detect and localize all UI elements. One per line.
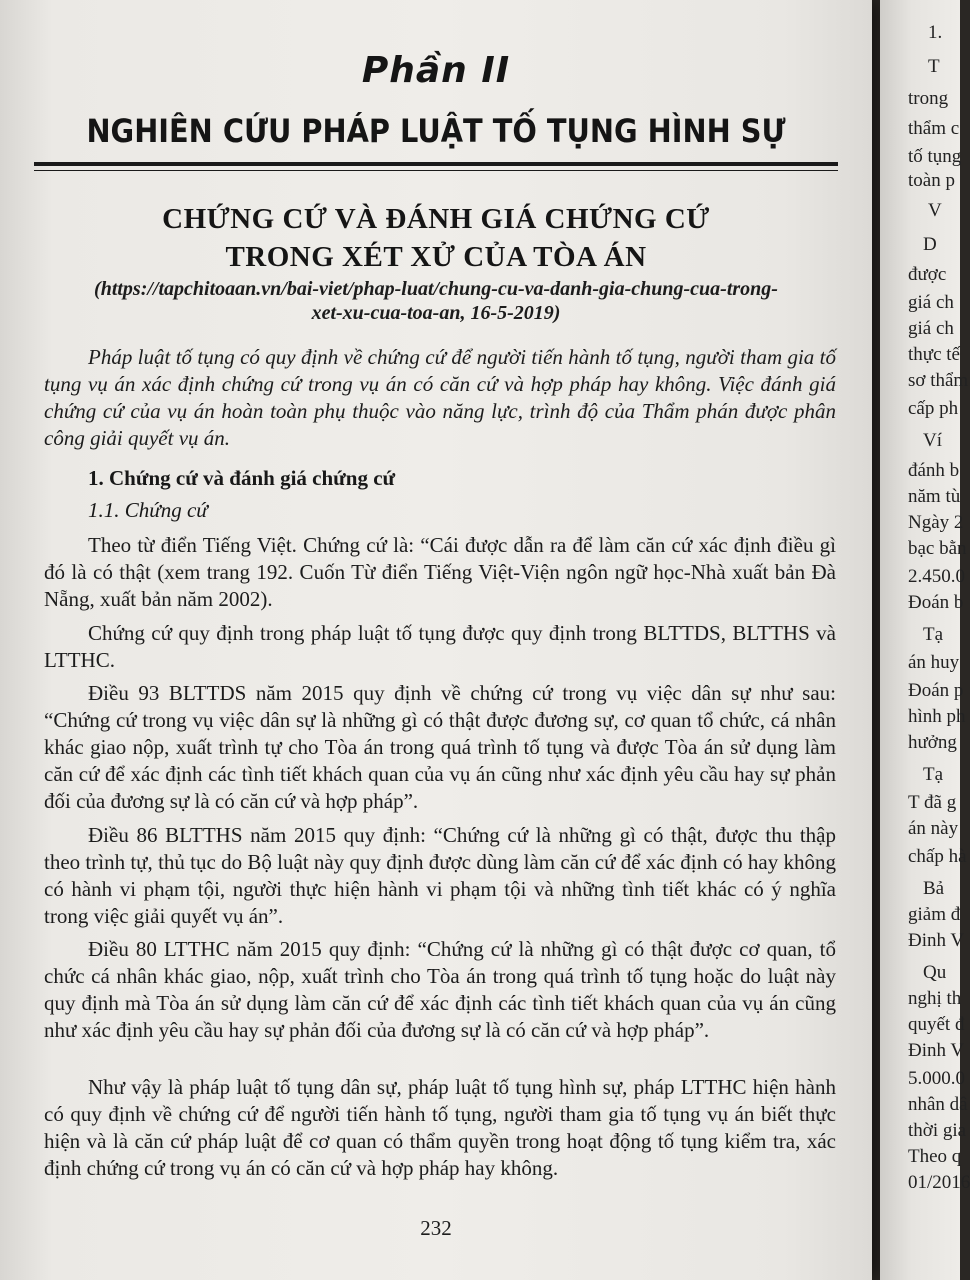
right-page-text-fragment: 01/2016 bbox=[908, 1172, 970, 1193]
right-page-text-fragment: án này bbox=[908, 818, 959, 839]
article-title-line-2: TRONG XÉT XỬ CỦA TÒA ÁN bbox=[225, 241, 647, 273]
section-heading: 1. Chứng cứ và đánh giá chứng cứ bbox=[88, 466, 396, 490]
right-page-text-fragment: bạc bằn bbox=[908, 538, 967, 559]
part-title: NGHIÊN CỨU PHÁP LUẬT TỐ TỤNG HÌNH SỰ bbox=[86, 112, 786, 150]
right-page-edge bbox=[880, 0, 970, 1280]
right-page-text-fragment: hình ph bbox=[908, 706, 966, 727]
right-page-text-fragment: quyết đ bbox=[908, 1014, 965, 1035]
right-page-text-fragment: D bbox=[923, 234, 937, 255]
right-page-text-fragment: Đoán p bbox=[908, 680, 964, 701]
article-title-line-1: CHỨNG CỨ VÀ ĐÁNH GIÁ CHỨNG CỨ bbox=[162, 203, 710, 235]
source-url-line-1: (https://tapchitoaan.vn/bai-viet/phap-luat/chung-cu-va-danh-gia-chung-cua-trong- bbox=[94, 278, 778, 300]
right-page-text-fragment: toàn p bbox=[908, 170, 955, 191]
right-page-text-fragment: nhân dâ bbox=[908, 1094, 968, 1115]
right-page-text-fragment: Qu bbox=[923, 962, 947, 983]
right-page-text-fragment: giá ch bbox=[908, 318, 954, 339]
right-page-text-fragment: Đinh V bbox=[908, 1040, 965, 1061]
right-page-text-fragment: T đã g bbox=[908, 792, 957, 813]
right-page-text-fragment: Tạ bbox=[923, 764, 944, 785]
body-paragraph: Điều 93 BLTTDS năm 2015 quy định về chứng cứ trong vụ việc dân sự như sau: “Chứng cứ trong vụ việc dân sự là những gì có thật được đương sự, cơ quan tổ chức, cá nhân khác giao nộp, xuất trình tự cho Tòa án trong quá trình tố tụng và được Tòa án sử dụng làm căn cứ để xác định các tình tiết khách quan của vụ án cũng như xác định yêu cầu hay sự phản đối của đương sự là có căn cứ và hợp pháp”. bbox=[44, 681, 836, 813]
right-page-text-fragment: Đinh V bbox=[908, 930, 965, 951]
right-page-text-fragment: Ngày 2 bbox=[908, 512, 964, 533]
right-page-text-fragment: giảm đ bbox=[908, 904, 961, 925]
right-page-text-fragment: giá ch bbox=[908, 292, 954, 313]
right-page-text-fragment: đánh b bbox=[908, 460, 960, 481]
right-page-text-fragment: sơ thẩm bbox=[908, 370, 969, 391]
right-page-text-fragment: thực tế bbox=[908, 344, 960, 365]
right-page-text-fragment: trong bbox=[908, 88, 949, 109]
right-page-text-fragment: được bbox=[908, 264, 947, 285]
body-paragraph: Như vậy là pháp luật tố tụng dân sự, pháp luật tố tụng hình sự, pháp LTTHC hiện hành có quy định về chứng cứ để người tiến hành tố tụng, người tham gia tố tụng vụ án biết thực hiện và là căn cứ pháp luật để cơ quan có thẩm quyền trong hoạt động tố tụng kiểm tra, xác định chứng cứ trong vụ án có căn cứ và hợp pháp hay không. bbox=[44, 1075, 836, 1180]
right-page-text-fragment: hưởng bbox=[908, 732, 957, 753]
right-page-text-fragment: thời gia bbox=[908, 1120, 967, 1141]
source-url-line-2: xet-xu-cua-toa-an, 16-5-2019) bbox=[311, 302, 561, 324]
right-page-text-fragment: cấp ph bbox=[908, 398, 959, 419]
right-page-text-fragment: T bbox=[928, 56, 940, 77]
subsection-heading: 1.1. Chứng cứ bbox=[88, 498, 208, 522]
body-paragraph: Điều 86 BLTTHS năm 2015 quy định: “Chứng cứ là những gì có thật, được thu thập theo trình tự, thủ tục do Bộ luật này quy định được dùng làm căn cứ để xác định có hay không có hành vi phạm tội, người thực hiện hành vi phạm tội và những tình tiết khác có ý nghĩa trong việc giải quyết vụ án”. bbox=[44, 823, 836, 928]
right-page-text-fragment: Đoán b bbox=[908, 592, 964, 613]
right-page-text-fragment: 1. bbox=[928, 22, 943, 43]
title-rule-thick bbox=[34, 162, 838, 166]
title-rule-thin bbox=[34, 170, 838, 171]
right-page-text-fragment: Tạ bbox=[923, 624, 944, 645]
right-page-text-fragment: chấp hà bbox=[908, 846, 967, 867]
right-page-text-fragment: thẩm c bbox=[908, 118, 960, 139]
body-paragraph: Theo từ điển Tiếng Việt. Chứng cứ là: “Cái được dẫn ra để làm căn cứ xác định điều gì đó là có thật (xem trang 192. Cuốn Từ điển Tiếng Việt-Viện ngôn ngữ học-Nhà xuất bản Đà Nẵng, xuất bản năm 2002). bbox=[44, 533, 836, 611]
intro-paragraph: Pháp luật tố tụng có quy định về chứng cứ để người tiến hành tố tụng, người tham gia tố tụng vụ án xác định chứng cứ trong vụ án có căn cứ và hợp pháp hay không. Việc đánh giá chứng cứ của vụ án hoàn toàn phụ thuộc vào năng lực, trình độ của Thẩm phán được phân công giải quyết vụ án. bbox=[44, 345, 836, 450]
right-page-text-fragment: V bbox=[928, 200, 942, 221]
right-page-text-fragment: nghị th bbox=[908, 988, 962, 1009]
right-page-text-fragment: án huy bbox=[908, 652, 960, 673]
body-paragraph: Chứng cứ quy định trong pháp luật tố tụng được quy định trong BLTTDS, BLTTHS và LTTHC. bbox=[44, 621, 836, 672]
page-number: 232 bbox=[420, 1216, 452, 1240]
part-label: Phần II bbox=[361, 50, 511, 91]
body-paragraph: Điều 80 LTTHC năm 2015 quy định: “Chứng cứ là những gì có thật được cơ quan, tổ chức cá nhân khác giao, nộp, xuất trình cho Tòa án trong quá trình tố tụng hoặc do luật này quy định mà Tòa án sử dụng làm căn cứ để xác định các tình tiết khách quan của vụ án cũng như xác định yêu cầu hay sự phản đối của đương sự là có căn cứ và hợp pháp”. bbox=[44, 937, 836, 1042]
right-page-text-fragment: 5.000.0 bbox=[908, 1068, 965, 1089]
right-page-text-fragment: Ví bbox=[923, 430, 942, 451]
right-page-text-fragment: Bả bbox=[923, 878, 945, 899]
right-page-text-fragment: năm tù bbox=[908, 486, 961, 507]
right-page-text-fragment: Theo q bbox=[908, 1146, 962, 1167]
right-page-text-fragment: tố tụng bbox=[908, 146, 962, 167]
right-page-text-fragment: 2.450.0 bbox=[908, 566, 965, 587]
